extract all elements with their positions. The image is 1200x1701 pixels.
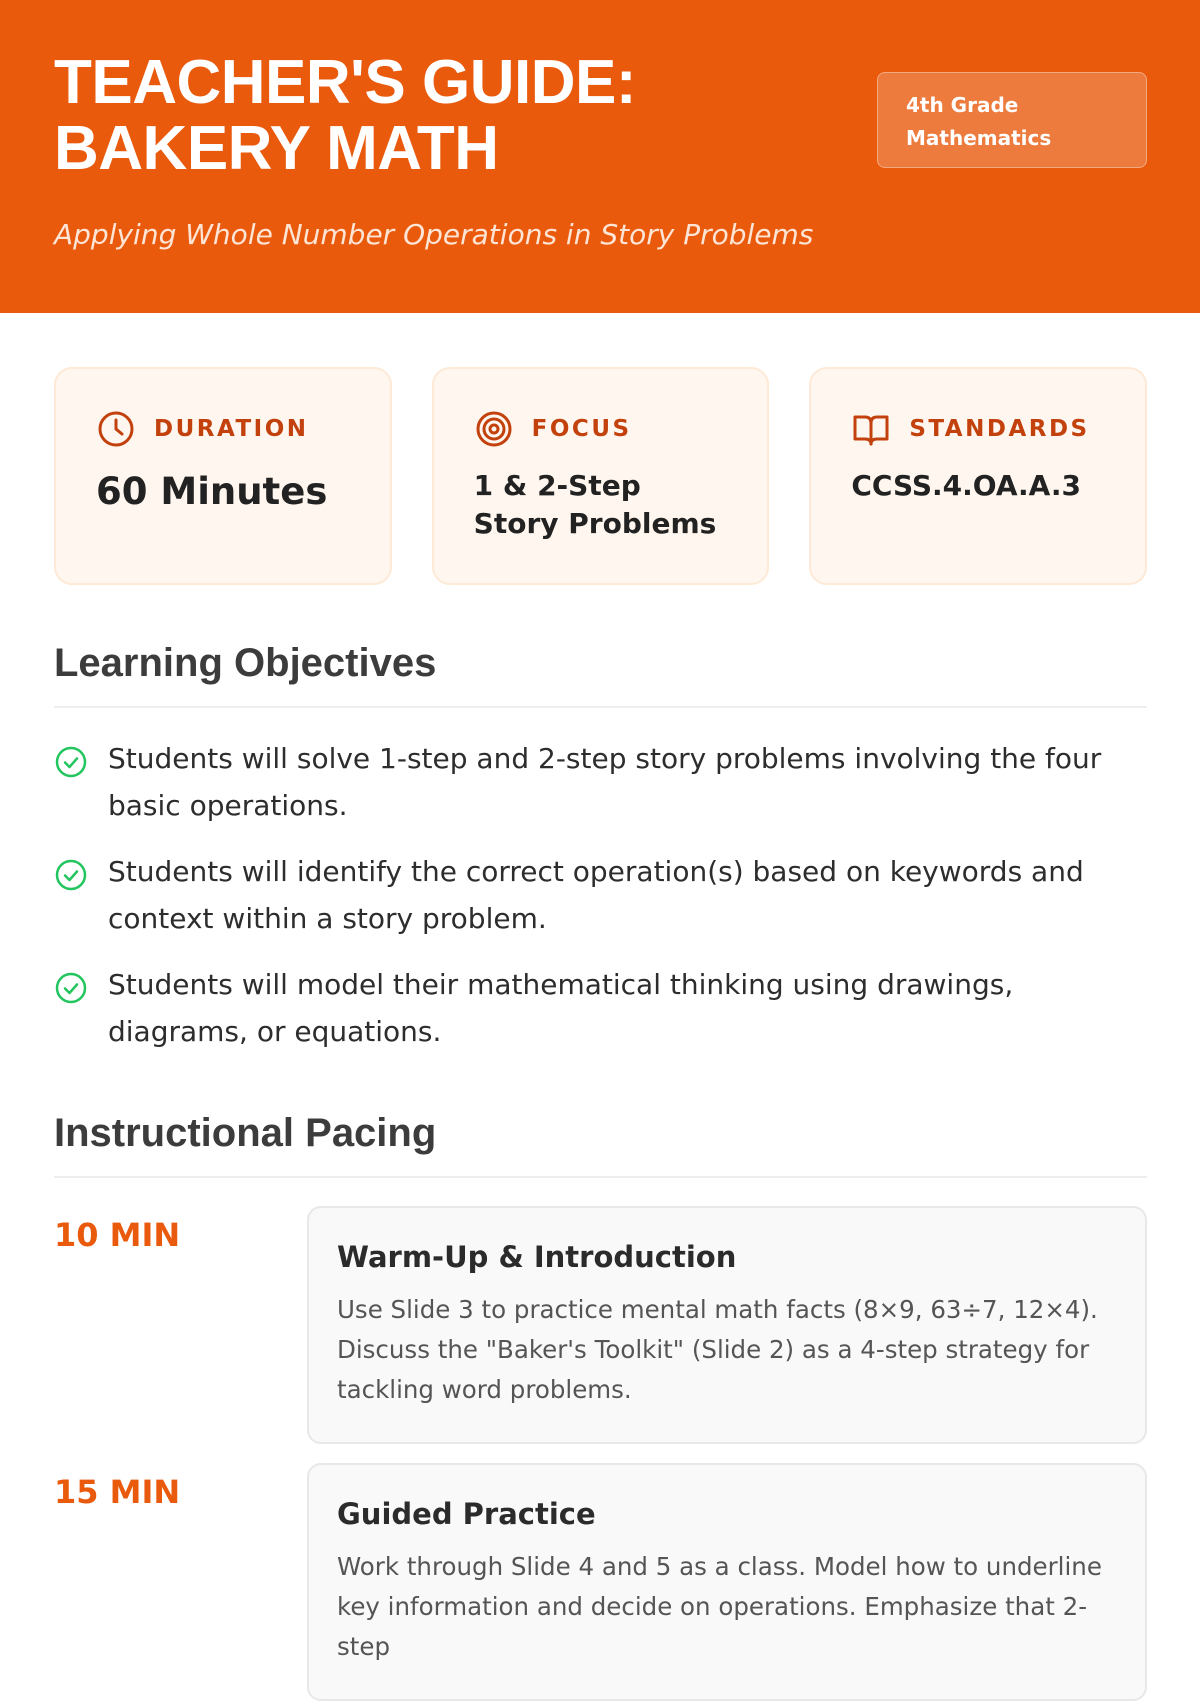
- check-circle-icon: [54, 745, 88, 779]
- objectives-list: [54, 735, 1147, 1074]
- book-icon: [851, 409, 891, 449]
- pacing-card: [307, 1463, 1147, 1701]
- pacing-row-guided: [54, 1463, 1147, 1701]
- page-subtitle: Applying Whole Number Operations in Story Problems: [54, 218, 814, 251]
- standards-label-row: [851, 409, 1105, 449]
- pacing-card-text: Work through Slide 4 and 5 as a class. Model how to underline key information and decide on operations. Emphasize that 2-step: [337, 1552, 1102, 1661]
- duration-card: [54, 367, 392, 585]
- objective-text: Students will model their mathematical thinking using drawings, diagrams, or equations.: [108, 968, 1014, 1048]
- objectives-heading: Learning Objectives: [54, 641, 437, 685]
- duration-value: 60 Minutes: [96, 470, 328, 513]
- pacing-card-text: Use Slide 3 to practice mental math facts (8×9, 63÷7, 12×4). Discuss the "Baker's Toolkit" (Slide 2) as a 4-step strategy for tackling word problems.: [337, 1295, 1098, 1404]
- standards-label: STANDARDS: [909, 416, 1090, 442]
- focus-card: [432, 367, 770, 585]
- objectives-divider: [54, 706, 1147, 708]
- standards-value: CCSS.4.OA.A.3: [851, 469, 1081, 502]
- pacing-row-warmup: [54, 1206, 1147, 1444]
- pacing-card: [307, 1206, 1147, 1444]
- info-cards: [54, 367, 1147, 585]
- pacing-heading: Instructional Pacing: [54, 1111, 437, 1155]
- standards-card: [809, 367, 1147, 585]
- pacing-card-title: Guided Practice: [337, 1497, 596, 1531]
- target-icon: [474, 409, 514, 449]
- page-header: [0, 0, 1200, 313]
- pacing-time: 10 MIN: [54, 1216, 181, 1254]
- list-item: [54, 961, 1147, 1055]
- pacing-divider: [54, 1176, 1147, 1178]
- focus-label: FOCUS: [531, 416, 632, 442]
- list-item: [54, 848, 1147, 942]
- grade-badge: 4th Grade Mathematics: [877, 72, 1147, 168]
- focus-label-row: [474, 409, 728, 449]
- focus-value: 1 & 2-Step Story Problems: [473, 469, 717, 540]
- duration-label-row: [96, 409, 350, 449]
- page-title: TEACHER'S GUIDE: BAKERY MATH: [54, 48, 636, 183]
- list-item: [54, 735, 1147, 829]
- pacing-card-title: Warm-Up & Introduction: [337, 1240, 737, 1274]
- objective-text: Students will identify the correct operation(s) based on keywords and context within a story problem.: [108, 855, 1084, 935]
- pacing-time: 15 MIN: [54, 1473, 181, 1511]
- objective-text: Students will solve 1-step and 2-step story problems involving the four basic operations.: [108, 742, 1102, 822]
- duration-label: DURATION: [154, 416, 309, 442]
- check-circle-icon: [54, 858, 88, 892]
- check-circle-icon: [54, 971, 88, 1005]
- clock-icon: [96, 409, 136, 449]
